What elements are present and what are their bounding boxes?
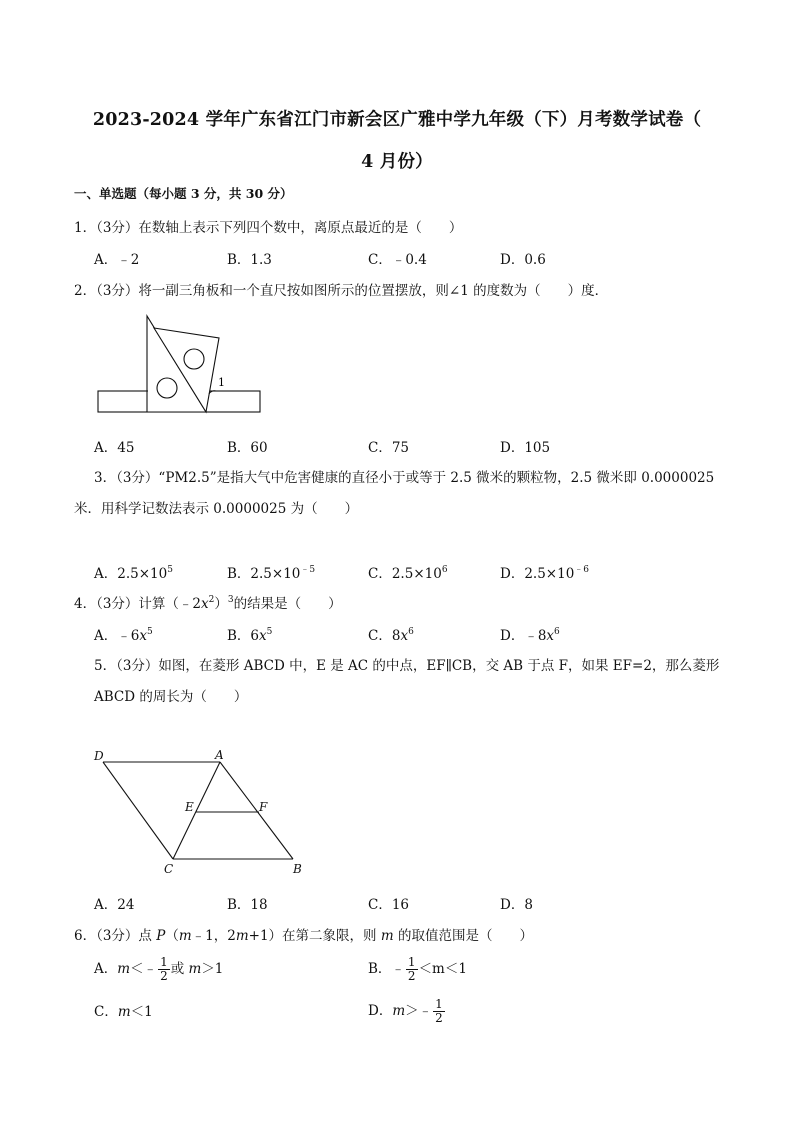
q5-label-a: A xyxy=(215,748,224,762)
q4-option-c: C．$8x^6$ xyxy=(368,627,414,644)
q2-option-a: A．45 xyxy=(94,440,135,456)
q5-option-b: B．18 xyxy=(227,897,268,913)
q6-option-a: A．m＜﹣ $\frac{1}{2}$ 或 m＞1 xyxy=(94,955,224,983)
q6-d-fraction: $\frac{1}{2}$ xyxy=(435,997,443,1025)
q2-triangle-ruler-figure xyxy=(96,312,266,416)
q4-option-a: A．$﹣6x^5$ xyxy=(94,627,153,644)
q5-label-f: F xyxy=(259,800,268,814)
q3-option-d: D．$2.5\times 10^{﹣6}$ xyxy=(500,565,590,582)
q6-option-d: D．m＞﹣ $\frac{1}{2}$ xyxy=(368,997,443,1025)
q2-option-b: B．60 xyxy=(227,440,268,456)
q3-option-c: C．$2.5\times 10^6$ xyxy=(368,565,448,582)
q5-label-b: B xyxy=(293,862,302,876)
q1-option-d: D．0.6 xyxy=(500,252,546,268)
q5-rhombus-figure xyxy=(88,745,308,879)
question-6-stem: 6．（3分）点 P（m﹣1，2m+1）在第二象限，则 m 的取值范围是（ ） xyxy=(74,928,533,944)
q1-option-b: B．1.3 xyxy=(227,252,272,268)
question-3-stem-line2: 米．用科学记数法表示 0.0000025 为（ ） xyxy=(74,501,359,517)
q3-option-a: A．$2.5\times 10^5$ xyxy=(94,565,173,582)
q2-option-d: D．105 xyxy=(500,440,551,456)
question-1-stem: 1．（3分）在数轴上表示下列四个数中，离原点最近的是（ ） xyxy=(74,220,463,236)
q5-label-d: D xyxy=(94,749,104,763)
question-5-stem-line1: 5．（3分）如图，在菱形 ABCD 中，E 是 AC 的中点，EF∥CB，交 AB 于点 F，如果 EF=2，那么菱形 xyxy=(94,658,720,674)
q6-option-b: B．﹣ $\frac{1}{2}$ ＜m＜1 xyxy=(368,955,467,983)
q6-a-fraction: $\frac{1}{2}$ xyxy=(160,955,168,983)
exam-title-line2: 4 月份） xyxy=(361,152,433,172)
q1-option-c: C．﹣0.4 xyxy=(368,252,427,268)
q5-label-c: C xyxy=(164,862,174,876)
q4-option-b: B．$6x^5$ xyxy=(227,627,273,644)
q3-option-b: B．$2.5\times 10^{﹣5}$ xyxy=(227,565,316,582)
q4-option-d: D．$﹣8x^6$ xyxy=(500,627,560,644)
question-4-stem: 4．（3分）计算$(﹣2x^2)^3$的结果是（ ） xyxy=(74,595,342,612)
question-5-stem-line2: ABCD 的周长为（ ） xyxy=(94,689,248,705)
q5-option-d: D．8 xyxy=(500,897,533,913)
q2-option-c: C．75 xyxy=(368,440,410,456)
q1-option-a: A．﹣2 xyxy=(94,252,140,268)
q5-option-c: C．16 xyxy=(368,897,410,913)
exam-title-line1: 2023-2024 学年广东省江门市新会区广雅中学九年级（下）月考数学试卷（ xyxy=(92,110,702,130)
question-2-stem: 2．（3分）将一副三角板和一个直尺按如图所示的位置摆放，则∠1 的度数为（ ）度． xyxy=(74,283,609,299)
q2-angle-label: 1 xyxy=(218,376,225,389)
q5-label-e: E xyxy=(185,800,194,814)
q5-option-a: A．24 xyxy=(94,897,135,913)
q6-option-c: C．m＜1 xyxy=(94,1004,153,1020)
section-heading-single-choice: 一、单选题（每小题 3 分，共 30 分） xyxy=(74,186,293,201)
question-3-stem-line1: 3．（3分）“PM2.5”是指大气中危害健康的直径小于或等于 2.5 微米的颗粒物，2.5 微米即 0.0000025 xyxy=(94,470,715,486)
q6-b-fraction: $\frac{1}{2}$ xyxy=(407,955,416,983)
